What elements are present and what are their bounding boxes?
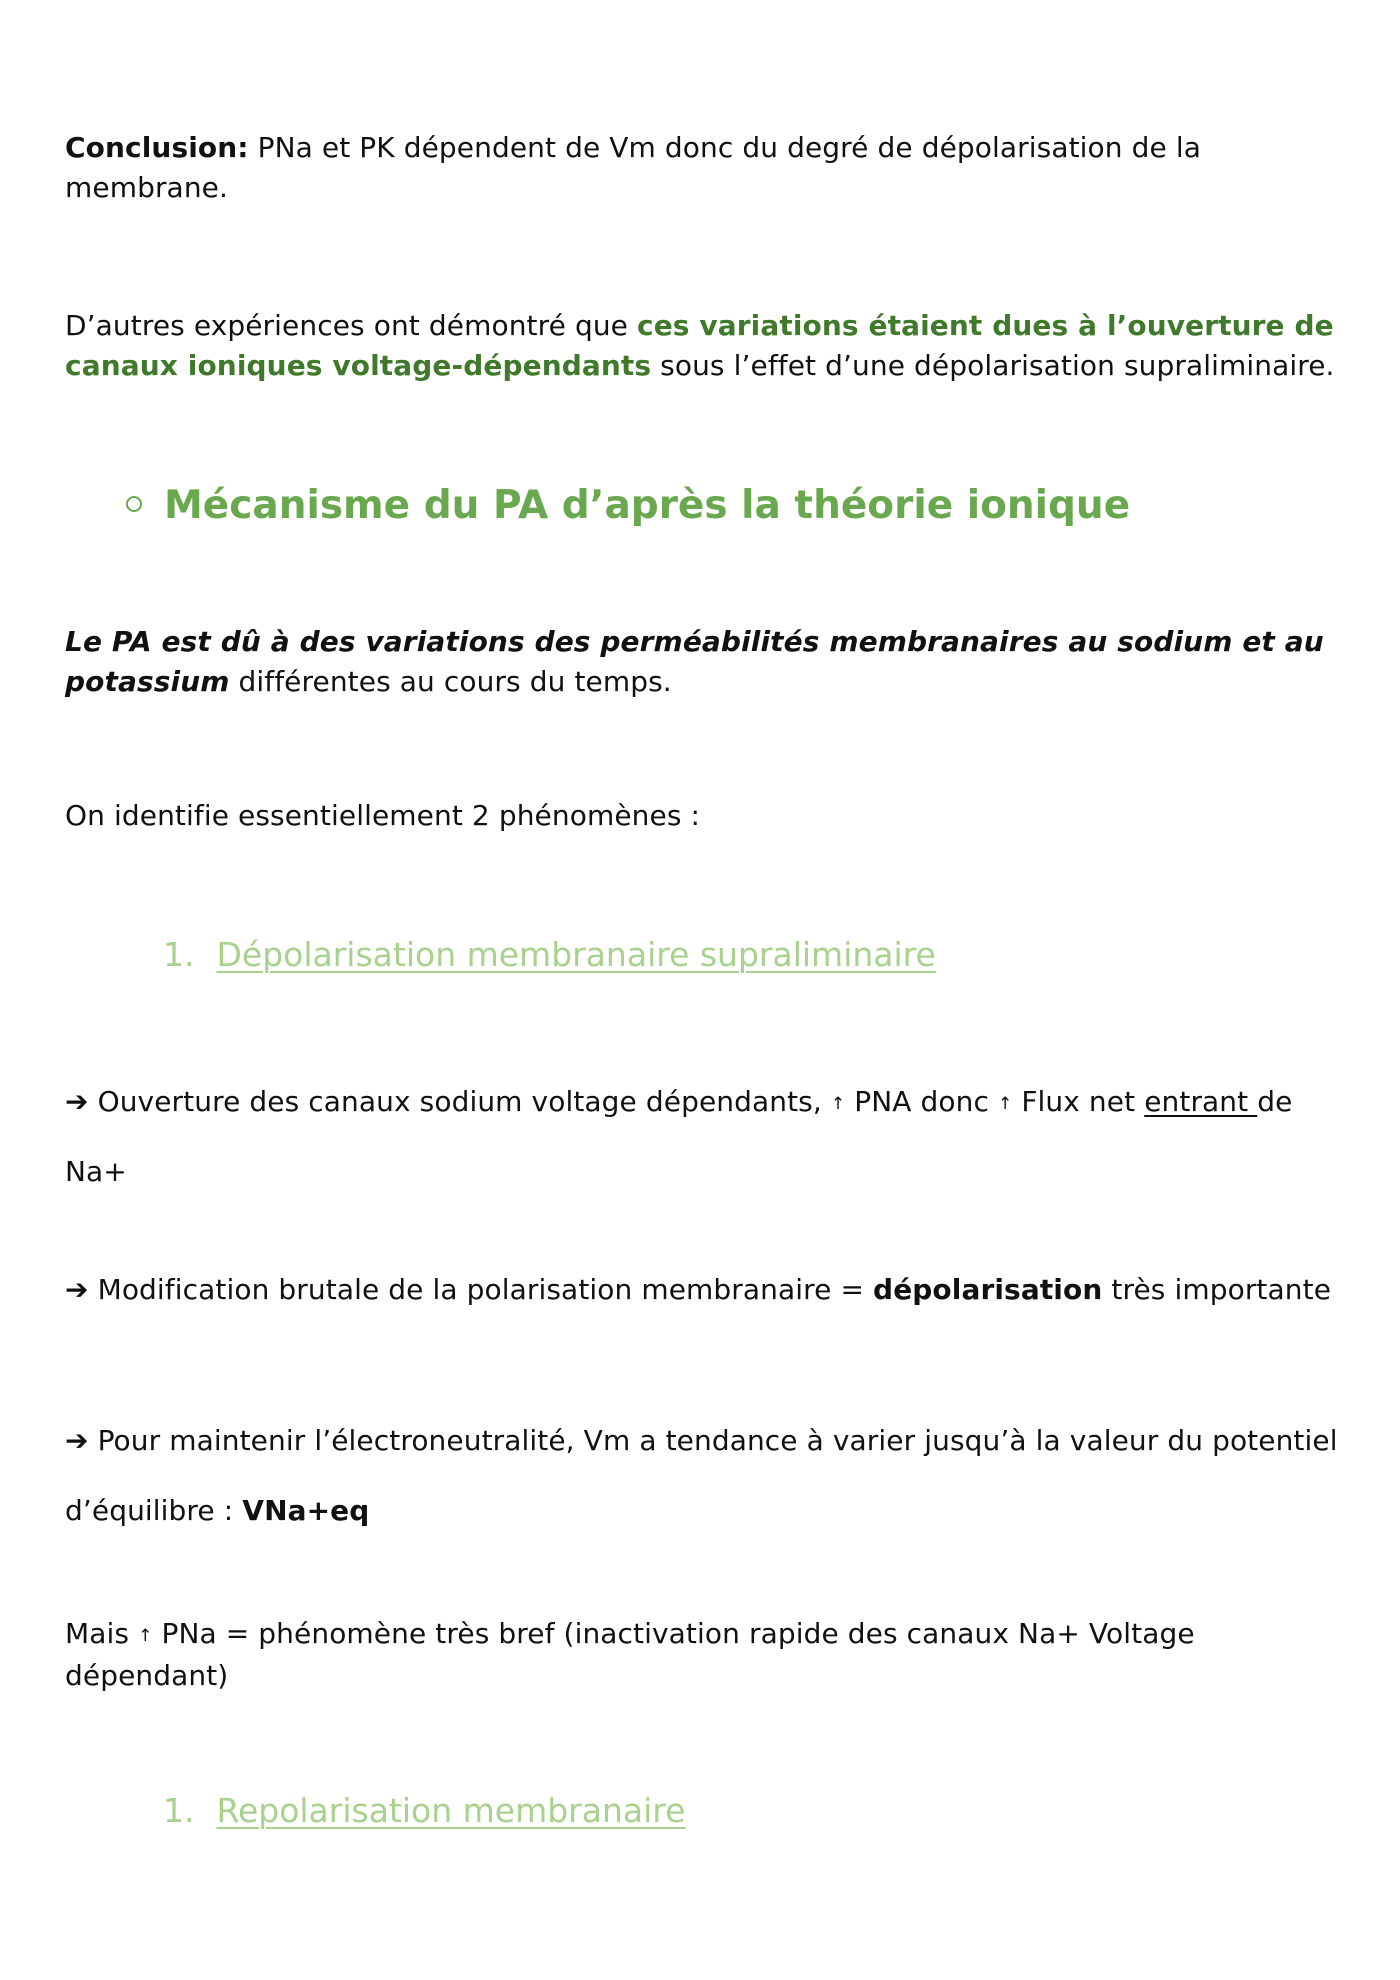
experiences-pre: D’autres expériences ont démontré que (65, 309, 637, 342)
phase1-number: 1. (163, 935, 195, 974)
pa-statement-paragraph (65, 622, 1345, 702)
conclusion-label: Conclusion: (65, 131, 249, 164)
arrow3-line2-pre: d’équilibre : (65, 1494, 243, 1527)
up-arrow-icon: ↑ (997, 1094, 1013, 1114)
arrow3-line2-bold: VNa+eq (242, 1494, 370, 1527)
up-arrow-icon: ↑ (138, 1626, 153, 1646)
arrow-icon: ➔ (65, 1085, 89, 1118)
mais-text: PNa = phénomène très bref (inactivation rapide des canaux Na+ Voltage dépendant) (65, 1617, 1195, 1692)
arrow3-paragraph (65, 1406, 1345, 1546)
arrow1-text-d: de (1257, 1085, 1293, 1118)
section-heading (126, 478, 1130, 534)
identifie-text: On identifie essentiellement 2 phénomènes : (65, 799, 701, 832)
arrow1-underlined: entrant (1144, 1085, 1258, 1118)
arrow1-text-a: Ouverture des canaux sodium voltage dépendants, (88, 1085, 831, 1118)
hollow-bullet-icon (126, 496, 142, 512)
conclusion-text: PNa et PK dépendent de Vm donc du degré de dépolarisation de la membrane. (65, 131, 1201, 204)
phase2-number: 1. (163, 1791, 195, 1830)
arrow2-post: très importante (1102, 1273, 1332, 1306)
arrow2-paragraph (65, 1270, 1345, 1310)
arrow1-line2: Na+ (65, 1155, 127, 1188)
arrow-icon: ➔ (65, 1424, 89, 1457)
conclusion-paragraph (65, 128, 1345, 208)
phase1-title: Dépolarisation membranaire supraliminaire (216, 935, 936, 974)
arrow2-text: Modification brutale de la polarisation membranaire = (88, 1273, 874, 1306)
phase1-heading (163, 932, 936, 978)
arrow1-text-c: Flux net (1012, 1085, 1145, 1118)
mais-paragraph (65, 1614, 1345, 1696)
phase2-heading (163, 1788, 685, 1834)
section-heading-text: Mécanisme du PA d’après la théorie ionique (164, 483, 1131, 528)
arrow2-bold: dépolarisation (873, 1273, 1103, 1306)
experiences-paragraph (65, 306, 1345, 386)
phase2-title: Repolarisation membranaire (216, 1791, 686, 1830)
pa-statement-rest: différentes au cours du temps. (229, 665, 672, 698)
experiences-highlight: ces variations étaient dues à l’ouverture de canaux ioniques voltage-dépendants (65, 309, 1334, 382)
arrow3-line1: Pour maintenir l’électroneutralité, Vm a tendance à varier jusqu’à la valeur du potentiel (88, 1424, 1338, 1457)
arrow-icon: ➔ (65, 1273, 89, 1306)
mais-pre: Mais (65, 1617, 139, 1650)
pa-statement-emphasis: Le PA est dû à des variations des perméabilités membranaires au sodium et au potassium (65, 625, 1324, 698)
arrow1-paragraph (65, 1068, 1345, 1206)
identifie-paragraph (65, 796, 1345, 836)
arrow1-text-b: PNA donc (845, 1085, 998, 1118)
experiences-post: sous l’effet d’une dépolarisation supraliminaire. (651, 349, 1335, 382)
up-arrow-icon: ↑ (830, 1094, 846, 1114)
